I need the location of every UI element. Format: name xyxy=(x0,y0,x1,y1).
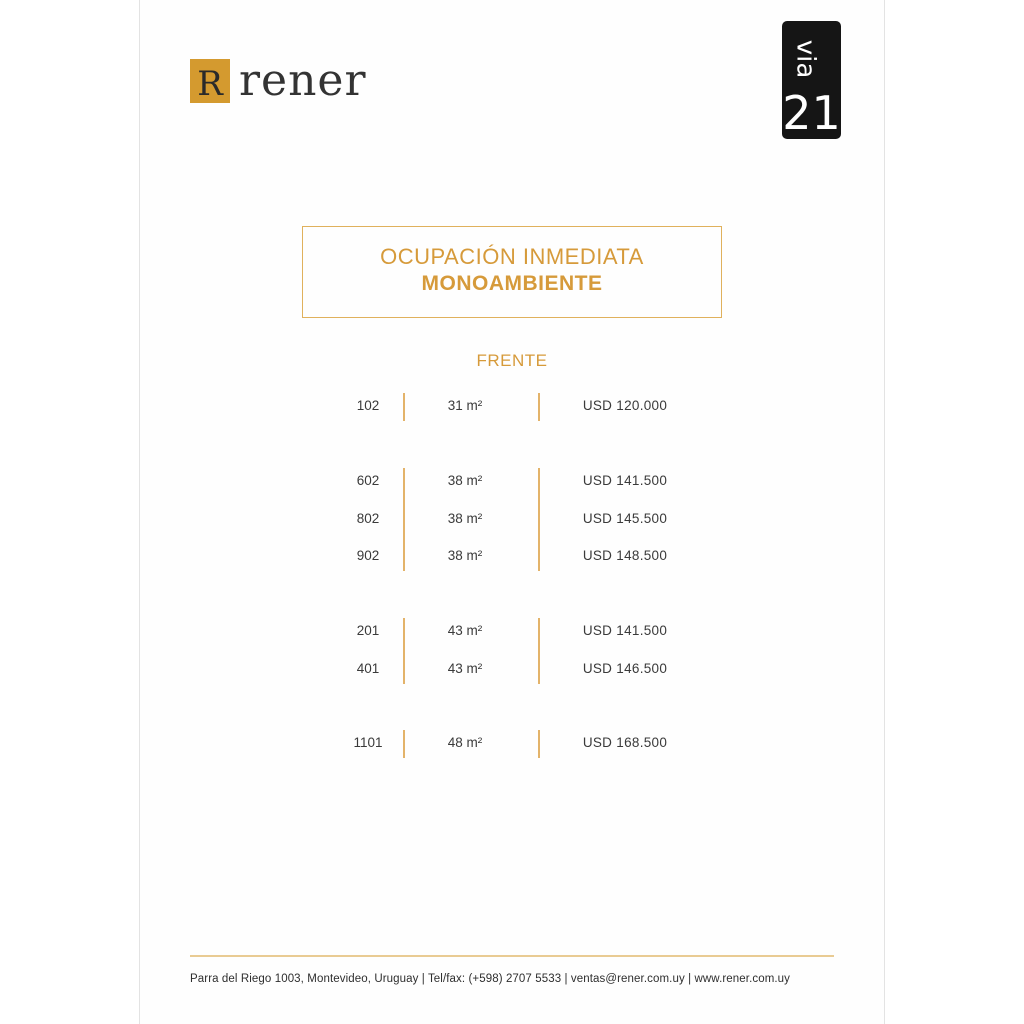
rener-logo xyxy=(190,55,367,106)
unit-row xyxy=(300,548,720,568)
badge-number: 21 xyxy=(782,86,841,139)
unit-price: USD 146.500 xyxy=(582,660,668,676)
logo-wordmark: rener xyxy=(239,55,367,106)
unit-area: 48 m² xyxy=(447,735,483,750)
unit-row xyxy=(300,511,720,531)
unit-row xyxy=(300,473,720,493)
section-label-frente: FRENTE xyxy=(476,351,548,370)
rener-logo-mark xyxy=(190,59,230,103)
unit-price: USD 168.500 xyxy=(582,735,668,750)
unit-group xyxy=(300,618,720,684)
unit-area: 38 m² xyxy=(447,510,483,526)
unit-number: 201 xyxy=(356,623,380,638)
unit-price: USD 145.500 xyxy=(582,510,668,526)
unit-row xyxy=(300,623,720,643)
unit-number: 401 xyxy=(356,660,380,676)
unit-number: 602 xyxy=(356,473,380,488)
footer-contact: Parra del Riego 1003, Montevideo, Uruguay | Tel/fax: (+598) 2707 5533 | ventas@rener.com.uy | www.rener.com.uy xyxy=(190,973,791,985)
logo-mark-letter: R xyxy=(197,64,223,103)
unit-area: 31 m² xyxy=(447,398,483,413)
unit-area: 43 m² xyxy=(447,660,483,676)
unit-price: USD 120.000 xyxy=(582,398,668,413)
unit-area: 38 m² xyxy=(447,473,483,488)
via21-badge xyxy=(782,21,841,139)
title-unit-type: MONOAMBIENTE xyxy=(421,272,603,295)
footer-divider xyxy=(190,955,834,957)
unit-number: 1101 xyxy=(353,735,383,750)
unit-row xyxy=(300,735,720,755)
unit-group xyxy=(300,393,720,421)
unit-price: USD 141.500 xyxy=(582,623,668,638)
unit-price: USD 141.500 xyxy=(582,473,668,488)
unit-row xyxy=(300,661,720,681)
unit-number: 802 xyxy=(356,510,380,526)
title-box xyxy=(302,226,722,318)
unit-price: USD 148.500 xyxy=(582,548,668,563)
title-occupancy: OCUPACIÓN INMEDIATA xyxy=(380,244,644,269)
unit-area: 38 m² xyxy=(447,548,483,563)
unit-number: 102 xyxy=(356,398,380,413)
unit-number: 902 xyxy=(356,548,380,563)
unit-row xyxy=(300,398,720,418)
unit-group xyxy=(300,468,720,571)
unit-group xyxy=(300,730,720,758)
unit-area: 43 m² xyxy=(447,623,483,638)
badge-via-text: via xyxy=(790,39,821,79)
